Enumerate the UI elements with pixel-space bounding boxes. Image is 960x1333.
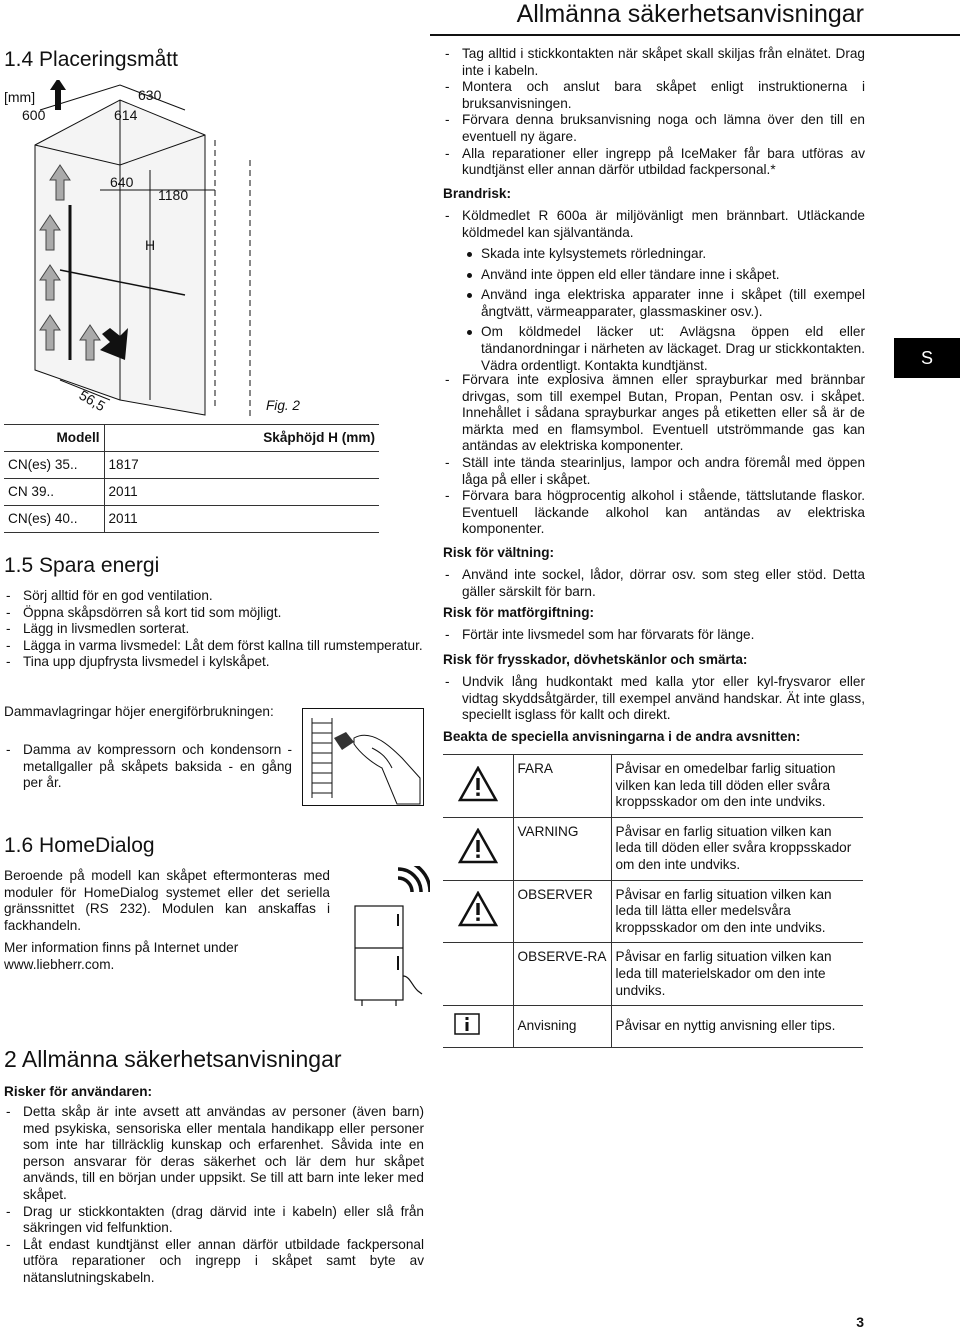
list-item: - Tag alltid i stickkontakten när skåpet skall skiljas från elnätet. Drag inte i kabeln. xyxy=(443,46,865,79)
section-1-4-title: 1.4 Placeringsmått xyxy=(4,48,178,71)
info-note-icon xyxy=(447,1012,487,1036)
tip-risk-list xyxy=(443,567,865,600)
table-cell xyxy=(443,1006,513,1048)
dim-56-5: 56,5 xyxy=(76,386,109,415)
condenser-cleaning-illustration xyxy=(302,708,424,806)
note-heading: Beakta de speciella anvisningarna i de andra avsnitten: xyxy=(443,729,801,744)
dim-h: H xyxy=(145,237,156,253)
list-item: - Sörj alltid för en god ventilation. xyxy=(4,588,424,605)
tip-risk-heading: Risk för vältning: xyxy=(443,545,555,560)
table-cell: VARNING xyxy=(513,817,611,880)
section-1-5-title: 1.5 Spara energi xyxy=(4,554,160,577)
model-height-table xyxy=(4,424,379,533)
table-cell: CN(es) 40.. xyxy=(4,506,104,533)
homedialog-fridge-icon xyxy=(340,866,430,1012)
section-2-title: 2 Allmänna säkerhetsanvisningar xyxy=(4,1046,342,1072)
table-header-row xyxy=(4,425,379,452)
table-header-cell: Skåphöjd H (mm) xyxy=(104,425,379,452)
dim-630: 630 xyxy=(138,87,162,103)
list-item: - Damma av kompressorn och kondensorn - metallgaller på skåpets baksida - en gång per år. xyxy=(4,742,292,792)
list-item: - Detta skåp är inte avsett att användas av personer (även barn) med psykiska, sensoriska eller mentala handikapp eller personer som inte har tillräcklig kunskap och erfarenhet. Såvida inte en person ansvarar för deras säkerhet och lär dem hur skåpet används, till en början under uppsikt. Se till att barn inte leker med skåpet. xyxy=(4,1104,424,1204)
running-header: Allmänna säkerhetsanvisningar xyxy=(516,0,864,28)
dim-1180: 1180 xyxy=(158,187,189,203)
table-cell: Anvisning xyxy=(513,1006,611,1048)
table-row xyxy=(4,479,379,506)
users-risk-heading: Risker för användaren: xyxy=(4,1084,153,1099)
dim-600: 600 xyxy=(22,107,46,123)
dust-paragraph: Dammavlagringar höjer energiförbrukningen: xyxy=(4,704,274,719)
section-1-6-title: 1.6 HomeDialog xyxy=(4,834,155,857)
table-cell: CN(es) 35.. xyxy=(4,452,104,479)
frost-risk-list xyxy=(443,674,865,724)
language-tab: S xyxy=(894,338,960,378)
list-item: Om köldmedel läcker ut: Avlägsna öppen eld eller tändanordningar i närheten av läckaget. Drag ur stickkontakten. Vädra ordentligt. Kontakta kundtjänst. xyxy=(462,324,865,374)
list-item: - Tina upp djupfrysta livsmedel i kylskåpet. xyxy=(4,654,424,671)
unit-label: [mm] xyxy=(4,89,36,105)
fire-risk-list-2 xyxy=(443,372,865,538)
table-row xyxy=(443,1006,863,1048)
users-risk-list xyxy=(4,1104,424,1287)
table-cell: 1817 xyxy=(104,452,379,479)
table-cell: Påvisar en farlig situation vilken kan leda till lätta eller medelsvåra kroppsskador om den inte undviks. xyxy=(611,880,863,943)
table-cell xyxy=(443,880,513,943)
table-cell: OBSERVE-RA xyxy=(513,943,611,1006)
list-item: - Lägga in varma livsmedel: Låt dem först kallna till rumstemperatur. xyxy=(4,638,424,655)
table-row xyxy=(443,817,863,880)
table-row xyxy=(443,755,863,818)
fire-risk-bullets xyxy=(462,242,865,374)
warning-triangle-icon xyxy=(458,828,498,864)
table-cell: Påvisar en farlig situation vilken kan leda till döden eller svåra kroppsskador om den inte undviks. xyxy=(611,817,863,880)
food-risk-list xyxy=(443,627,865,644)
table-cell: Påvisar en nyttig anvisning eller tips. xyxy=(611,1006,863,1048)
list-item: Använd inga elektriska apparater inne i skåpet (till exempel ångtvätt, värmeapparater, glassmaskiner osv.). xyxy=(462,287,865,320)
table-row xyxy=(4,452,379,479)
list-item: - Undvik lång hudkontakt med kalla ytor eller kyl-frysvaror eller vidtag skyddsåtgärder, till exempel använd handskar. Ät inte glass, speciellt isglass för kallt och direkt. xyxy=(443,674,865,724)
table-cell: 2011 xyxy=(104,479,379,506)
list-item: - Köldmedlet R 600a är miljövänligt men brännbart. Utläckande köldmedel kan självantända. xyxy=(443,208,865,241)
list-item: - Förvara denna bruksanvisning noga och lämna över den till en eventuell ny ägare. xyxy=(443,112,865,145)
homedialog-link-paragraph: Mer information finns på Internet under www.liebherr.com. xyxy=(4,940,239,972)
list-item: - Lägg in livsmedlen sorterat. xyxy=(4,621,424,638)
table-cell xyxy=(443,755,513,818)
table-cell: FARA xyxy=(513,755,611,818)
list-item: - Låt endast kundtjänst eller annan därför utbildade fackpersonal utföra reparationer och ingrepp i skåpet samt byte av nätanslutningskabeln. xyxy=(4,1237,424,1287)
table-cell xyxy=(443,943,513,1006)
table-cell xyxy=(443,817,513,880)
list-item: - Öppna skåpsdörren så kort tid som möjligt. xyxy=(4,605,424,622)
list-item: - Ställ inte tända stearinljus, lampor och andra föremål med öppen låga på eller i skåpet. xyxy=(443,455,865,488)
food-risk-heading: Risk för matförgiftning: xyxy=(443,605,595,620)
frost-risk-heading: Risk för frysskador, dövhetskänlor och smärta: xyxy=(443,652,748,667)
table-cell: 2011 xyxy=(104,506,379,533)
signal-word-table xyxy=(443,754,863,1048)
homedialog-paragraph: Beroende på modell kan skåpet eftermonteras med moduler för HomeDialog systemet eller det seriella gränssnittet (RS 232). Modulen kan anskaffas i fackhandeln. xyxy=(4,868,330,933)
warning-triangle-icon xyxy=(458,891,498,927)
list-item: - Montera och anslut bara skåpet enligt instruktionerna i bruksanvisningen. xyxy=(443,79,865,112)
warning-triangle-icon xyxy=(458,766,498,802)
dim-614: 614 xyxy=(114,107,138,123)
dust-list xyxy=(4,742,292,792)
table-row xyxy=(4,506,379,533)
figure-caption: Fig. 2 xyxy=(266,398,300,413)
list-item: - Använd inte sockel, lådor, dörrar osv. som steg eller stöd. Detta gäller särskilt för barn. xyxy=(443,567,865,600)
list-item: Använd inte öppen eld eller tändare inne i skåpet. xyxy=(462,267,865,284)
header-rule xyxy=(430,34,960,36)
table-header-cell: Modell xyxy=(4,425,104,452)
table-row xyxy=(443,943,863,1006)
table-cell: CN 39.. xyxy=(4,479,104,506)
list-item: - Alla reparationer eller ingrepp på IceMaker får bara utföras av kundtjänst eller annan därför utbildad fackpersonal.* xyxy=(443,146,865,179)
table-cell: OBSERVER xyxy=(513,880,611,943)
general-safety-list xyxy=(443,46,865,179)
fire-risk-heading: Brandrisk: xyxy=(443,186,511,201)
page-number: 3 xyxy=(856,1314,864,1330)
list-item: - Förvara inte explosiva ämnen eller sprayburkar med brännbar drivgas, som till exempel Butan, Propan, Pentan osv. i skåpet. Innehållet i sådana sprayburkar anges på etiketten eller så är de märkta med en flamsymbol. Eventuell utströmmande gas kan antändas av elektriska komponenter. xyxy=(443,372,865,455)
table-cell: Påvisar en omedelbar farlig situation vilken kan leda till döden eller svåra kroppsskador om den inte undviks. xyxy=(611,755,863,818)
table-row xyxy=(443,880,863,943)
table-cell: Påvisar en farlig situation vilken kan leda till materielskador om den inte undviks. xyxy=(611,943,863,1006)
dim-640: 640 xyxy=(110,174,134,190)
list-item: Skada inte kylsystemets rörledningar. xyxy=(462,246,865,263)
list-item: - Förvara bara högprocentig alkohol i stående, tättslutande flaskor. Eventuell läckande alkohol kan antändas av elektriska komponenter. xyxy=(443,488,865,538)
fire-risk-list xyxy=(443,208,865,241)
list-item: - Drag ur stickkontakten (drag därvid inte i kabeln) eller slå från säkringen vid felfunktion. xyxy=(4,1204,424,1237)
list-item: - Förtär inte livsmedel som har förvarats för länge. xyxy=(443,627,865,644)
energy-tips-list xyxy=(4,588,424,671)
placement-dimensions-figure xyxy=(0,80,330,420)
